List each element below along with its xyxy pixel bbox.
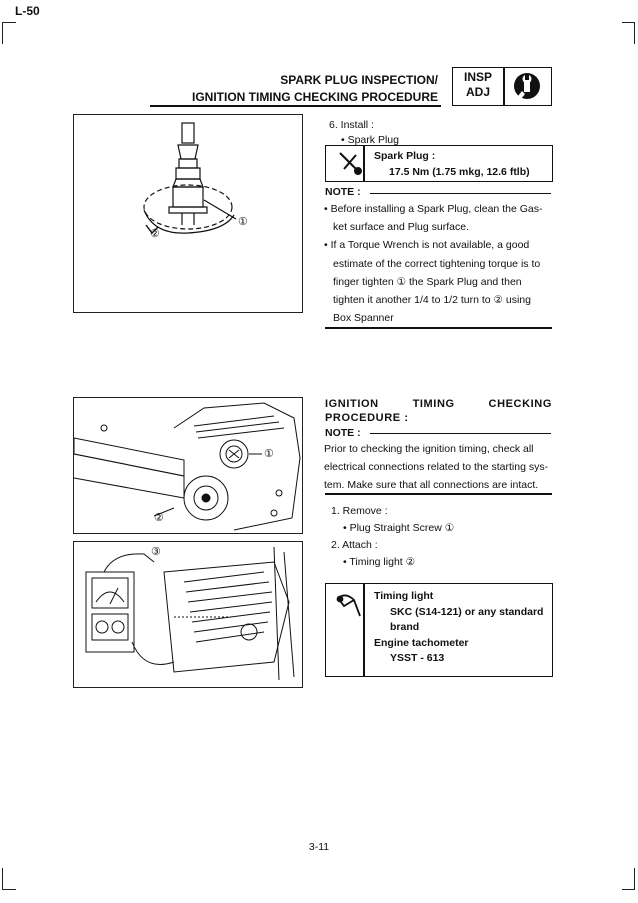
step-bullet: • Spark Plug: [341, 134, 399, 146]
crop-mark: [622, 889, 635, 890]
spark-plug-figure: [73, 114, 303, 313]
install-step: [329, 118, 399, 148]
ignition-note: [324, 440, 556, 495]
note-end-rule: [325, 493, 552, 495]
heading-word: TIMING: [412, 398, 455, 410]
badge-text: INSP: [463, 70, 492, 84]
page-title-line: SPARK PLUG INSPECTION/: [280, 73, 438, 87]
note-line: Prior to checking the ignition timing, check all: [324, 443, 534, 455]
step-bullet: • Plug Straight Screw ①: [343, 522, 455, 534]
tool-code: SKC (S14-121) or any standard: [390, 605, 544, 618]
note-end-rule: [325, 327, 552, 329]
timing-light-figure: [73, 541, 303, 688]
note-line: • Before installing a Spark Plug, clean the Gas-: [324, 203, 543, 215]
wrench-icon: [509, 70, 545, 103]
note-line: tem. Make sure that all connections are intact.: [324, 479, 539, 492]
note-line: estimate of the correct tightening torque is to: [333, 257, 541, 270]
callout-3: ③: [151, 546, 161, 558]
box-divider: [363, 584, 365, 676]
spark-plug-illustration: [74, 115, 302, 312]
step-text: 1. Remove :: [331, 505, 388, 517]
note-rule: [370, 433, 551, 434]
heading-word: CHECKING: [488, 398, 552, 410]
callout-1: ①: [264, 448, 274, 460]
title-underline: [150, 105, 441, 107]
note-rule: [370, 193, 551, 194]
heading-word: IGNITION: [325, 398, 379, 410]
timing-light-illustration: [74, 542, 302, 687]
note-line: • If a Torque Wrench is not available, a good: [324, 239, 530, 252]
engine-cover-illustration: [74, 398, 302, 533]
note-line: finger tighten ① the Spark Plug and then: [333, 275, 522, 288]
callout-2: ②: [154, 512, 164, 524]
section-heading: [325, 397, 552, 425]
tool-code: YSST - 613: [390, 652, 445, 664]
page-title: [150, 72, 438, 106]
page-number: 3-11: [308, 841, 330, 853]
note-title: NOTE :: [325, 427, 361, 439]
page-title-line: IGNITION TIMING CHECKING PROCEDURE: [191, 90, 438, 104]
timing-light-tool-icon: [334, 590, 364, 620]
heading-line: PROCEDURE :: [325, 412, 409, 424]
step-bullet: • Timing light ②: [343, 556, 416, 568]
note-line: Box Spanner: [333, 312, 394, 325]
badge-text: ADJ: [465, 85, 490, 99]
corner-label: L-50: [15, 4, 40, 18]
tool-code: brand: [390, 621, 420, 633]
procedure-steps: [331, 503, 454, 571]
box-divider: [363, 146, 365, 181]
crop-mark: [634, 22, 635, 44]
crop-mark: [634, 868, 635, 890]
spark-plug-note: [324, 200, 556, 327]
callout-1: ①: [238, 216, 248, 228]
callout-2: ②: [150, 228, 160, 240]
note-line: ket surface and Plug surface.: [333, 221, 469, 234]
note-line: electrical connections related to the starting sys-: [324, 461, 549, 474]
crop-mark: [622, 22, 635, 23]
crop-mark: [2, 868, 3, 890]
crop-mark: [2, 22, 3, 44]
torque-value: 17.5 Nm (1.75 mkg, 12.6 ftlb): [389, 166, 530, 178]
engine-cover-figure: [73, 397, 303, 534]
step-text: 6. Install :: [329, 119, 374, 131]
badge-divider: [503, 68, 505, 105]
step-text: 2. Attach :: [331, 539, 378, 551]
torque-spec-box: [325, 145, 553, 182]
note-title: NOTE :: [325, 186, 361, 198]
note-line: tighten it another 1/4 to 1/2 turn to ② using: [333, 294, 531, 307]
torque-label: Spark Plug :: [374, 150, 436, 162]
tool-list: [374, 589, 543, 667]
tool-name: Engine tachometer: [374, 636, 469, 649]
crop-mark: [2, 889, 16, 890]
tool-name: Timing light: [374, 590, 434, 602]
section-badge: [452, 67, 552, 106]
special-tools-box: [325, 583, 553, 677]
torque-wrench-icon: [336, 149, 364, 177]
crop-mark: [2, 22, 16, 23]
